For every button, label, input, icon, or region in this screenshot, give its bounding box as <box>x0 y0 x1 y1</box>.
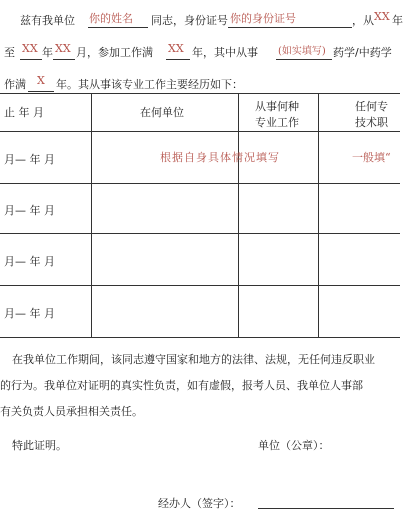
statement-line1: 在我单位工作期间，该同志遵守国家和地方的法律、法规，无任何违反职业 <box>12 353 375 366</box>
statement-line3: 有关负责人员承担相关责任。 <box>0 405 143 418</box>
name-fill-line <box>88 27 148 28</box>
table-row-rule <box>0 285 400 286</box>
table-header-rule <box>0 131 400 132</box>
header-title-l1: 任何专 <box>355 100 388 113</box>
id-hint: 你的身份证号 <box>230 12 296 25</box>
table-top-rule <box>0 93 400 94</box>
work-years-line <box>166 59 190 60</box>
intro-field-tail: 药学/中药学 <box>333 46 392 59</box>
header-work-l1: 从事何种 <box>255 100 299 113</box>
id-fill-line <box>228 27 352 28</box>
intro-mid: 同志，身份证号 <box>151 14 228 27</box>
intro-yue: 月，参加工作满 <box>76 46 153 59</box>
table-row-rule <box>0 233 400 234</box>
intro-zuoman: 作满 <box>4 78 26 91</box>
row-unit-note: 根据自身具体情况填写 <box>160 151 280 164</box>
work-years-hint: XX <box>168 42 184 55</box>
table-col-rule <box>91 93 92 337</box>
end-month-hint: XX <box>55 42 71 55</box>
unit-seal-label: 单位（公章）： <box>258 439 330 452</box>
header-work-l2: 专业工作 <box>255 116 299 129</box>
header-unit: 在何单位 <box>140 106 184 119</box>
row-period: 月— 年 月 <box>4 307 55 320</box>
row-period: 月— 年 月 <box>4 255 55 268</box>
intro-nian2: 年，其中从事 <box>192 46 258 59</box>
intro-line3-tail: 年。其从事该专业工作主要经历如下： <box>56 78 243 91</box>
field-years-line <box>28 91 54 92</box>
name-hint: 你的姓名 <box>89 12 133 25</box>
row-period: 月— 年 月 <box>4 204 55 217</box>
table-col-rule <box>318 93 319 337</box>
row-period: 月— 年 月 <box>4 153 55 166</box>
end-year-hint: XX <box>22 42 38 55</box>
end-year-line <box>20 59 42 60</box>
table-row-rule <box>0 183 400 184</box>
handler-signature-line[interactable] <box>258 508 394 509</box>
start-year-hint: XX <box>374 10 390 23</box>
row-title-note: 一般填“ <box>352 151 391 164</box>
handler-label: 经办人（签字）： <box>158 497 241 510</box>
end-month-line <box>53 59 75 60</box>
intro-prefix: 兹有我单位 <box>20 14 75 27</box>
intro-comma: ，从 <box>352 14 374 27</box>
field-hint: (如实填写) <box>278 46 326 57</box>
statement-line2: 的行为。我单位对证明的真实性负责，如有虚假，报考人员、我单位人事部 <box>0 379 363 392</box>
certify-text: 特此证明。 <box>12 439 67 452</box>
table-bottom-rule <box>0 337 400 338</box>
field-line <box>276 59 332 60</box>
year-label: 年 <box>392 14 403 27</box>
header-title-l2: 技术职 <box>355 116 388 129</box>
table-col-rule <box>238 93 239 337</box>
intro-nian: 年 <box>42 46 53 59</box>
header-period: 止 年 月 <box>4 106 44 119</box>
intro-zhi: 至 <box>4 46 15 59</box>
field-years-hint: X <box>37 74 45 87</box>
